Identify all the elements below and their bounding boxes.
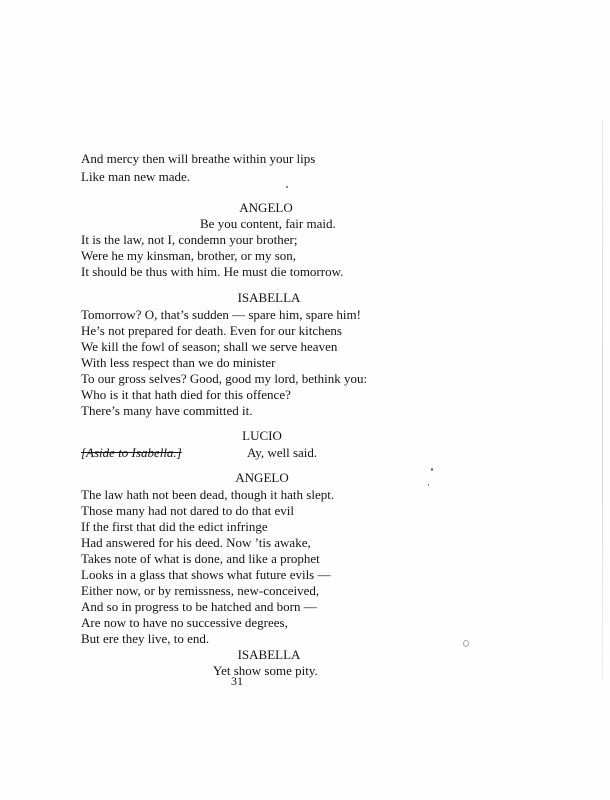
verse-line: Either now, or by remissness, new-conceived, — [81, 583, 320, 598]
verse-line: With less respect than we do minister — [81, 355, 276, 370]
page-number: 31 — [231, 674, 243, 688]
verse-line: If the first that did the edict infringe — [81, 519, 268, 534]
speaker-name: ANGELO — [239, 200, 293, 215]
verse-line: The law hath not been dead, though it hath slept. — [81, 487, 335, 502]
speck-mark — [463, 640, 469, 647]
verse-line: We kill the fowl of season; shall we serve heaven — [81, 339, 338, 354]
verse-line: Looks in a glass that shows what future evils — — [81, 567, 331, 582]
verse-line: Like man new made. — [81, 169, 191, 184]
speck-mark — [286, 186, 288, 188]
verse-line: It should be thus with him. He must die tomorrow. — [81, 264, 344, 279]
verse-line: And mercy then will breathe within your lips — [81, 151, 316, 166]
verse-line: Yet show some pity. — [213, 663, 318, 678]
verse-line: Takes note of what is done, and like a prophet — [81, 551, 320, 566]
speaker-name: ANGELO — [235, 470, 289, 485]
speck-mark — [431, 468, 433, 471]
verse-line: Those many had not dared to do that evil — [81, 503, 295, 518]
verse-line: Tomorrow? O, that’s sudden — spare him, spare him! — [81, 307, 361, 322]
verse-line: It is the law, not I, condemn your brother; — [81, 232, 298, 247]
verse-line: Ay, well said. — [247, 445, 318, 460]
speaker-name: ISABELLA — [237, 290, 301, 305]
verse-line: He’s not prepared for death. Even for our kitchens — [81, 323, 342, 338]
verse-line: Be you content, fair maid. — [200, 216, 336, 231]
verse-line: Were he my kinsman, brother, or my son, — [81, 248, 297, 263]
speck-mark — [428, 484, 429, 486]
verse-line: There’s many have committed it. — [81, 403, 253, 418]
stage-direction: [Aside to Isabella.] — [81, 445, 182, 460]
verse-line: But ere they live, to end. — [81, 631, 210, 646]
verse-line: To our gross selves? Good, good my lord, bethink you: — [81, 371, 368, 386]
verse-line: Had answered for his deed. Now ’tis awake, — [81, 535, 311, 550]
verse-line: And so in progress to be hatched and born — — [81, 599, 317, 614]
verse-line: Are now to have no successive degrees, — [81, 615, 288, 630]
speaker-name: LUCIO — [242, 428, 282, 443]
speaker-name: ISABELLA — [237, 647, 301, 662]
page-edge-shadow — [602, 120, 603, 680]
verse-line: Who is it that hath died for this offence? — [81, 387, 291, 402]
